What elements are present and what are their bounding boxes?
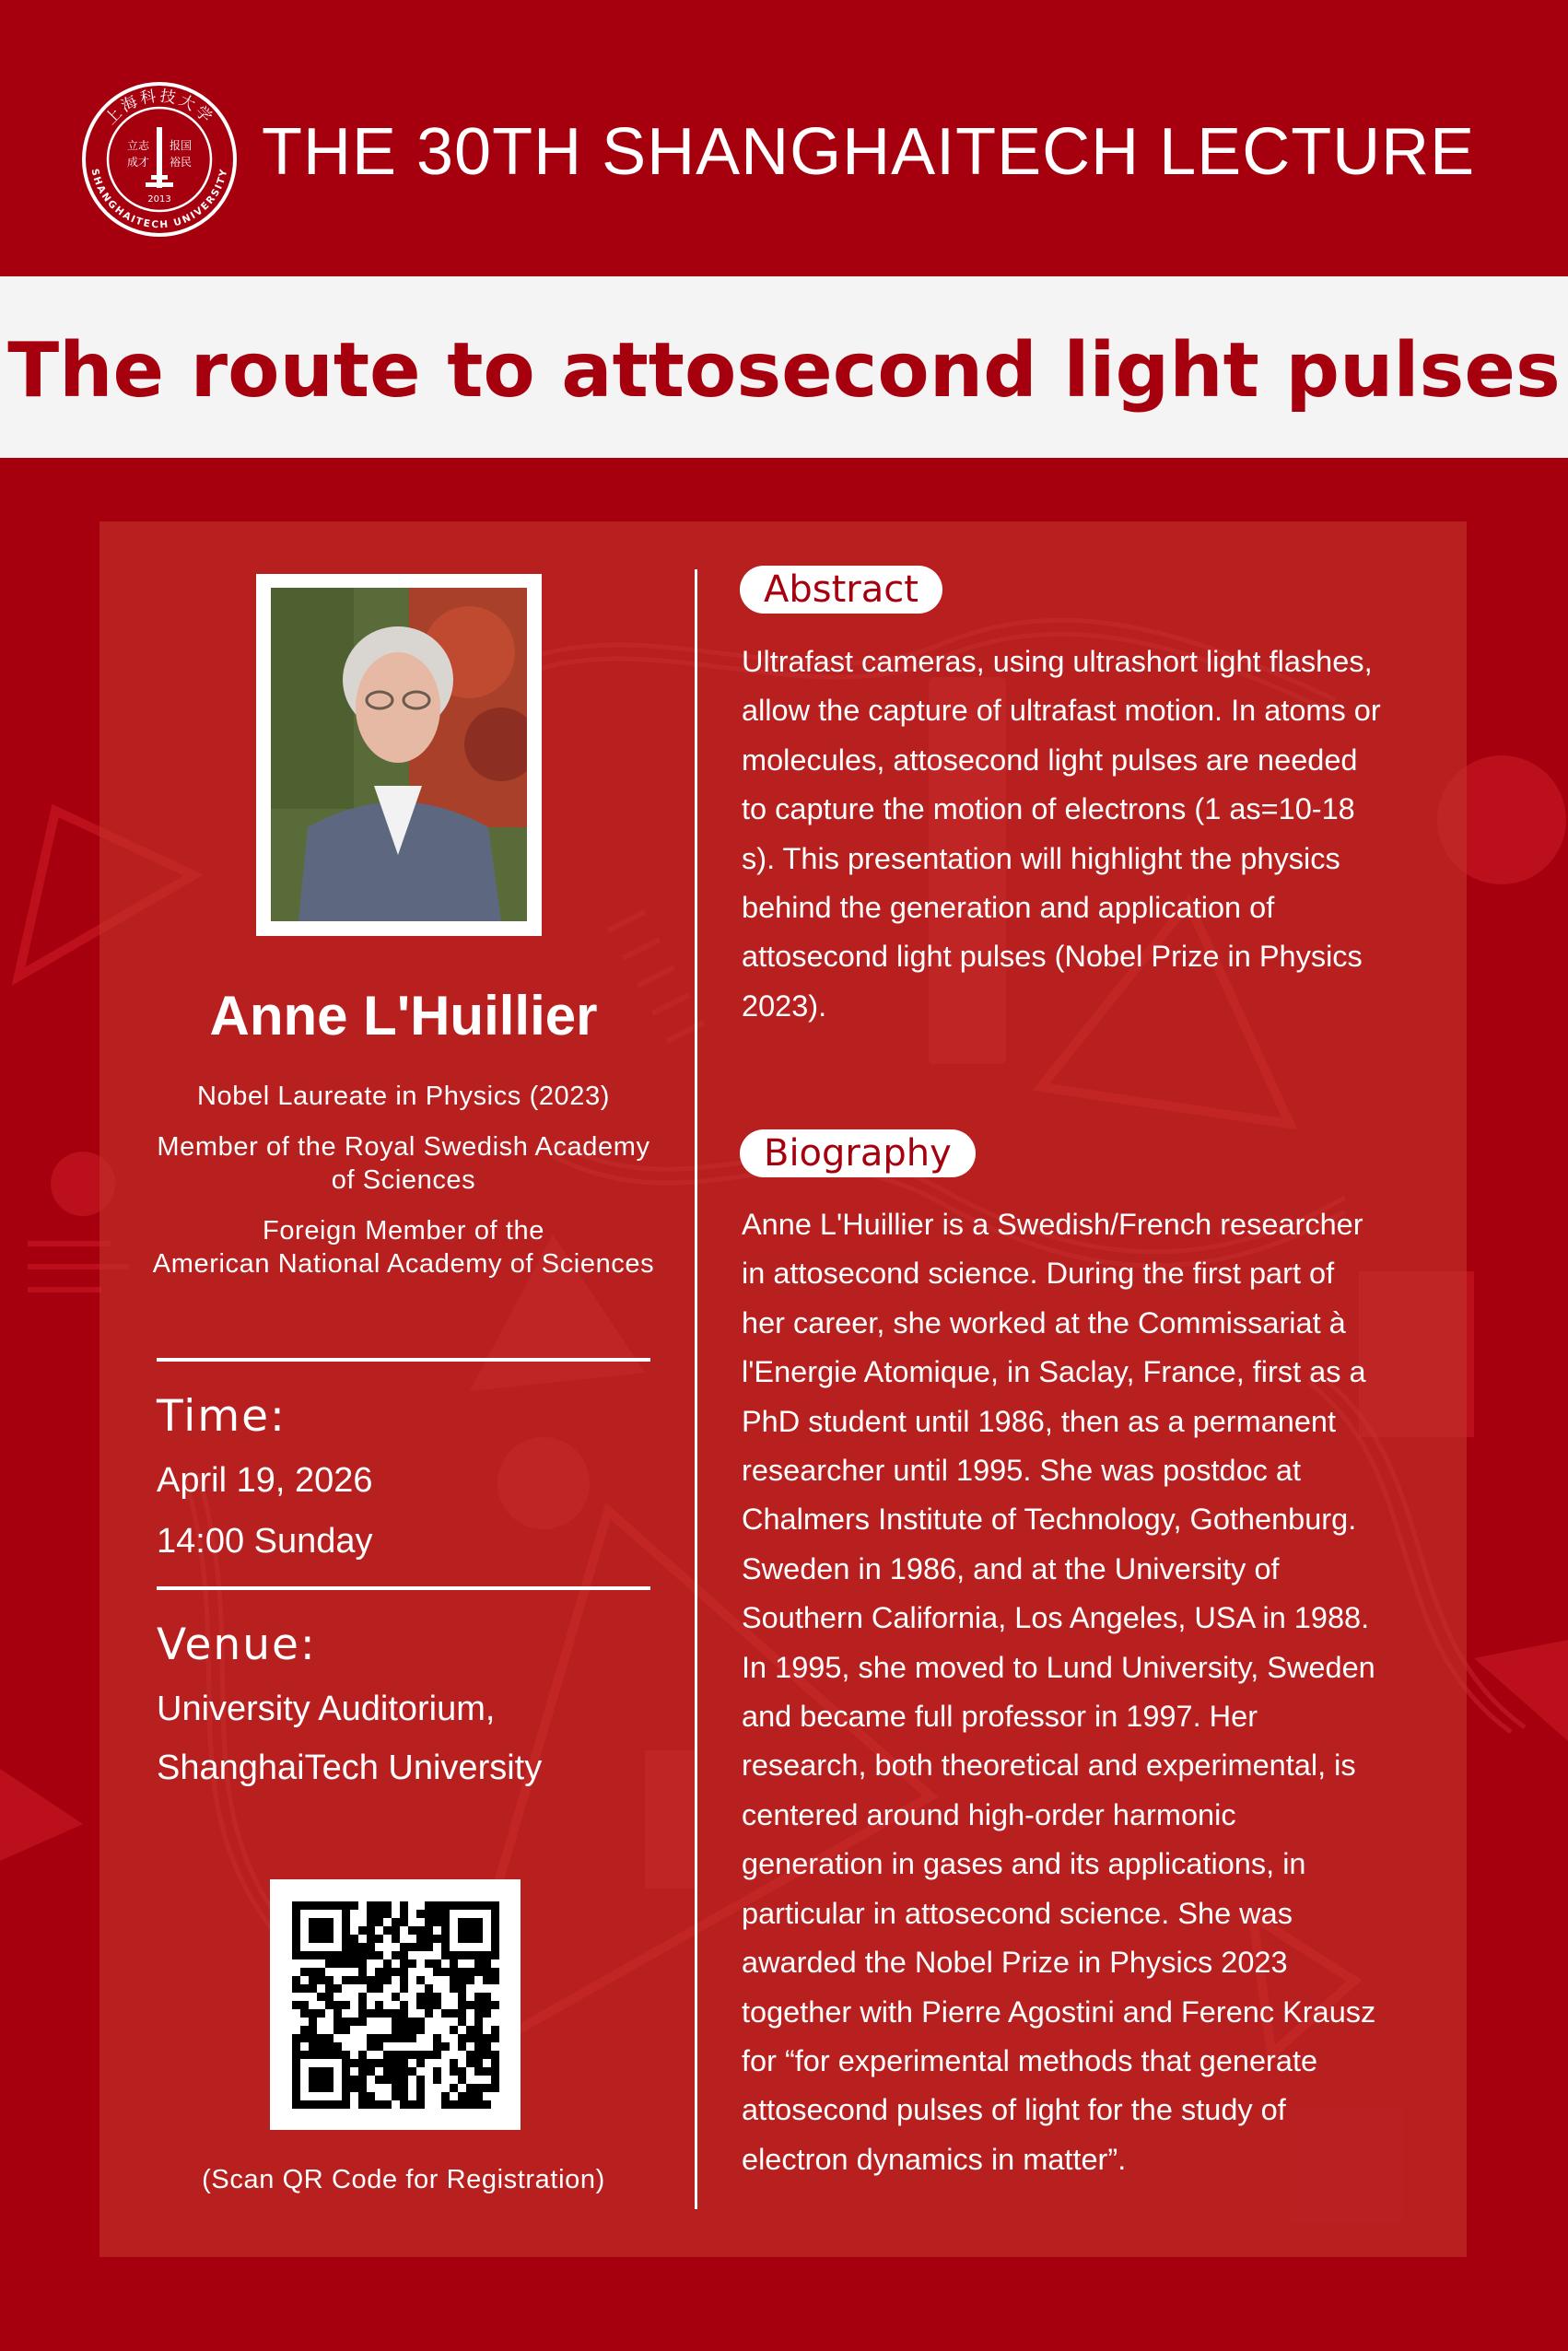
biography-line: Sweden in 1986, and at the University of [742,1551,1280,1585]
biography-line: l'Energie Atomique, in Saclay, France, first as a [742,1355,1366,1389]
university-logo [81,81,238,238]
logo-year: 2013 [147,194,171,205]
lecture-series-title: THE 30TH SHANGHAITECH LECTURE [262,115,1476,189]
speaker-title-1: Nobel Laureate in Physics (2023) [197,1082,610,1111]
biography-line: particular in attosecond science. She was [742,1896,1293,1930]
lecture-title: The route to attosecond light pulses [7,327,1561,415]
speaker-photo-frame [256,574,542,936]
header [0,0,1568,276]
speaker-title-2: Member of the Royal Swedish Academy of Sciences [157,1132,650,1195]
abstract-line: to capture the motion of electrons (1 as=10-18 [742,792,1355,826]
biography-text [742,1200,1442,2184]
abstract-text [742,637,1442,1031]
biography-line: generation in gases and its applications, in [742,1847,1306,1881]
logo-motto-1: 立志 [127,139,150,152]
abstract-line: allow the capture of ultrafast motion. In atoms or [742,694,1381,728]
speaker-photo [271,588,527,921]
biography-line: in attosecond science. During the first part of [742,1257,1335,1291]
biography-line: Southern California, Los Angeles, USA in 1988. [742,1601,1370,1635]
biography-line: attosecond pulses of light for the study of [742,2093,1286,2127]
biography-line: and became full professor in 1997. Her [742,1700,1258,1734]
speaker-titles [109,1080,698,1298]
biography-line: her career, she worked at the Commissariat à [742,1305,1346,1339]
time-label: Time: [157,1391,287,1442]
logo-top-text: 上海科技大学 [101,87,217,129]
logo-bottom-text: SHANGHAITECH UNIVERSITY [88,168,230,231]
biography-heading: Biography [740,1129,976,1177]
divider-time [157,1358,650,1362]
speaker-title-3: Foreign Member of the American National Academy of Sciences [152,1216,655,1279]
biography-line: PhD student until 1986, then as a permanent [742,1404,1337,1438]
abstract-line: molecules, attosecond light pulses are needed [742,743,1358,777]
biography-line: electron dynamics in matter”. [742,2142,1127,2176]
logo-motto-2: 成才 [127,156,150,169]
speaker-name: Anne L'Huillier [209,985,598,1047]
biography-line: awarded the Nobel Prize in Physics 2023 [742,1946,1288,1980]
time-clock: 14:00 Sunday [157,1522,373,1561]
logo-motto-4: 裕民 [170,156,193,169]
abstract-line: 2023). [742,988,827,1023]
biography-line: researcher until 1995. She was postdoc at [742,1454,1302,1488]
time-date: April 19, 2026 [157,1461,373,1500]
biography-line: together with Pierre Agostini and Ferenc Krausz [742,1994,1376,2029]
abstract-line: attosecond light pulses (Nobel Prize in Physics [742,940,1363,974]
biography-line: In 1995, she moved to Lund University, Sweden [742,1650,1375,1684]
abstract-line: s). This presentation will highlight the physics [742,841,1340,875]
divider-venue [157,1586,650,1590]
venue-label: Venue: [157,1620,317,1670]
biography-line: centered around high-order harmonic [742,1797,1236,1831]
biography-line: Anne L'Huillier is a Swedish/French researcher [742,1208,1363,1241]
biography-line: for “for experimental methods that generate [742,2043,1318,2077]
column-divider [695,569,697,2209]
biography-line: Chalmers Institute of Technology, Gothenburg. [742,1503,1357,1537]
abstract-line: Ultrafast cameras, using ultrashort light flashes, [742,645,1373,678]
biography-line: research, both theoretical and experimental, is [742,1749,1356,1783]
logo-motto-3: 报国 [170,139,193,152]
abstract-line: behind the generation and application of [742,891,1275,925]
registration-qr-code[interactable] [270,1879,521,2130]
venue-line-2: ShanghaiTech University [157,1749,543,1787]
venue-line-1: University Auditorium, [157,1690,496,1728]
qr-code-pattern [270,1879,521,2130]
abstract-heading: Abstract [740,566,942,614]
qr-code-caption: (Scan QR Code for Registration) [202,2165,605,2194]
